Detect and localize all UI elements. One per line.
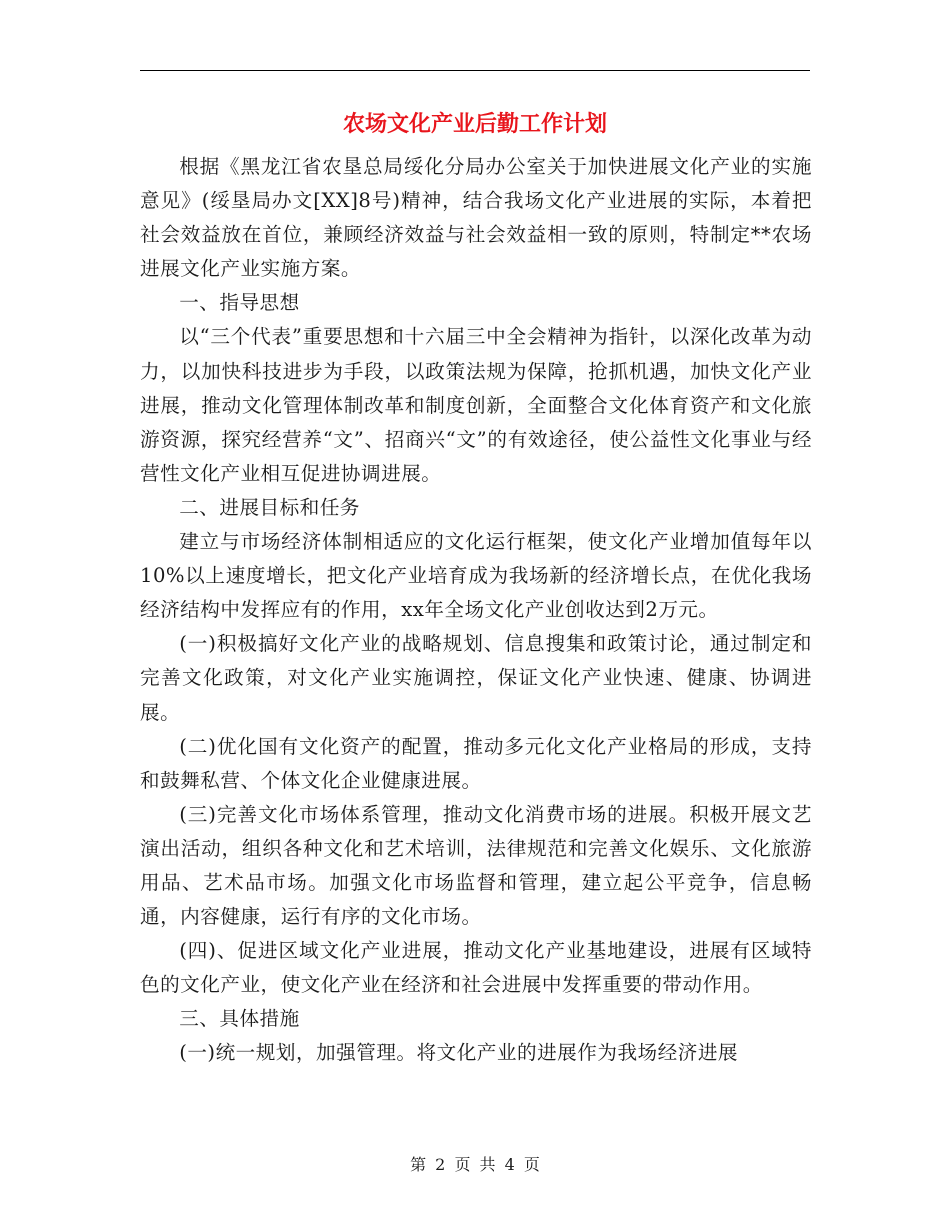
document-body	[140, 150, 812, 1071]
section-heading-measures: 三、具体措施	[179, 1007, 300, 1031]
intro-paragraph: 根据《黑龙江省农垦总局绥化分局办公室关于加快进展文化产业的实施意见》(绥垦局办文[XX]8号)精神，结合我场文化产业进展的实际，本着把社会效益放在首位，兼顾经济效益与社会效益相一致的原则，特制定**农场进展文化产业实施方案。	[140, 155, 812, 281]
task-item-2: (二)优化国有文化资产的配置，推动多元化文化产业格局的形成，支持和鼓舞私营、个体文化企业健康进展。	[140, 734, 812, 792]
task-item-3: (三)完善文化市场体系管理，推动文化消费市场的进展。积极开展文艺演出活动，组织各种文化和艺术培训，法律规范和完善文化娱乐、文化旅游用品、艺术品市场。加强文化市场监督和管理，建立起公平竞争，信息畅通，内容健康，运行有序的文化市场。	[140, 802, 812, 929]
header-rule	[140, 70, 810, 71]
goals-paragraph: 建立与市场经济体制相适应的文化运行框架，使文化产业增加值每年以10%以上速度增长，把文化产业培育成为我场新的经济增长点，在优化我场经济结构中发挥应有的作用，xx年全场文化产业创收达到2万元。	[140, 530, 812, 622]
document-title: 农场文化产业后勤工作计划	[342, 112, 607, 137]
measure-item-1: (一)统一规划，加强管理。将文化产业的进展作为我场经济进展	[179, 1041, 739, 1065]
task-item-4: (四)、促进区域文化产业进展，推动文化产业基地建设，进展有区域特色的文化产业，使文化产业在经济和社会进展中发挥重要的带动作用。	[140, 939, 812, 997]
section-heading-goals-tasks: 二、进展目标和任务	[179, 495, 361, 519]
task-item-1: (一)积极搞好文化产业的战略规划、信息搜集和政策讨论，通过制定和完善文化政策，对文化产业实施调控，保证文化产业快速、健康、协调进展。	[140, 632, 812, 724]
page-number-footer: 第 2 页 共 4 页	[410, 1155, 540, 1174]
section-heading-guiding-ideology: 一、指导思想	[179, 291, 300, 315]
guiding-ideology-paragraph: 以“三个代表”重要思想和十六届三中全会精神为指针，以深化改革为动力，以加快科技进步为手段，以政策法规为保障，抢抓机遇，加快文化产业进展，推动文化管理体制改革和制度创新，全面整合文化体育资产和文化旅游资源，探究经营养“文”、招商兴“文”的有效途径，使公益性文化事业与经营性文化产业相互促进协调进展。	[140, 325, 812, 485]
